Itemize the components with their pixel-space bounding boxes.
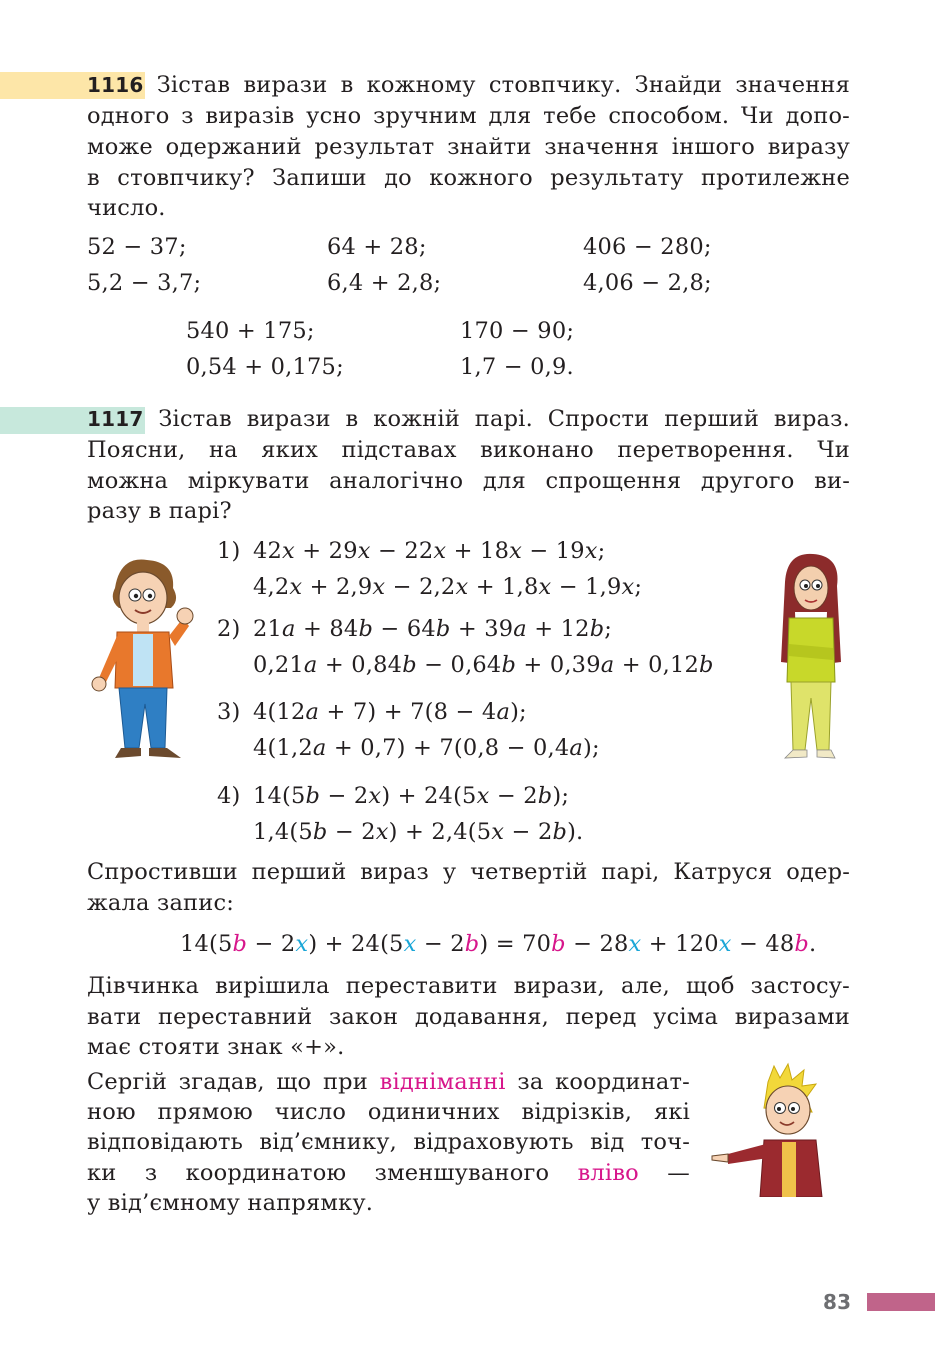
girl-line-1: Дівчинка вирішила переставити вирази, але, щоб застосу- xyxy=(87,973,850,999)
exercise-1117-number: 1117 xyxy=(87,407,144,431)
serhii-line-5: у від’ємному напрямку. xyxy=(87,1190,374,1216)
exercise-1117-line-2: Поясни, на яких підставах виконано перетворення. Чи xyxy=(87,437,850,463)
item-3-label: 3) xyxy=(217,699,241,725)
exercise-1116-line-1: 1116 Зістав вирази в кожному стовпчику. Знайди значення xyxy=(87,72,850,98)
expr-1116-r3-c1: 540 + 175; xyxy=(186,318,315,344)
item-2-expr-b: 0,21a + 0,84b − 0,64b + 0,39a + 0,12b xyxy=(253,652,714,678)
item-4-expr-a: 14(5b − 2x) + 24(5x − 2b); xyxy=(253,783,570,809)
item-1-expr-b: 4,2x + 2,9x − 2,2x + 1,8x − 1,9x; xyxy=(253,574,643,600)
page-number: 83 xyxy=(823,1290,852,1314)
serhii-line-4: ки з координатою зменшуваного вліво — xyxy=(87,1160,690,1186)
page-bar xyxy=(867,1293,935,1311)
exercise-1116-number: 1116 xyxy=(87,73,144,97)
item-2-expr-a: 21a + 84b − 64b + 39a + 12b; xyxy=(253,616,613,642)
item-4-label: 4) xyxy=(217,783,241,809)
expr-1116-r4-c2: 1,7 − 0,9. xyxy=(460,354,574,380)
expr-1116-r1-c2: 64 + 28; xyxy=(327,234,427,260)
expr-1116-r2-c3: 4,06 − 2,8; xyxy=(583,270,712,296)
katrusia-line-1: Спростивши перший вираз у четвертій парі, Катруся одер- xyxy=(87,859,850,885)
katrusia-formula: 14(5b − 2x) + 24(5x − 2b) = 70b − 28x + 120x − 48b. xyxy=(180,931,817,957)
exercise-1116-line-3: може одержаний результат знайти значення іншого виразу xyxy=(87,134,850,160)
item-2-label: 2) xyxy=(217,616,241,642)
exercise-1116-line-4: в стовпчику? Запиши до кожного результату протилежне xyxy=(87,165,850,191)
item-3-expr-b: 4(1,2a + 0,7) + 7(0,8 − 0,4a); xyxy=(253,735,600,761)
serhii-line-3: відповідають від’ємнику, відраховують від точ- xyxy=(87,1129,690,1155)
serhii-line-1: Сергій згадав, що при відніманні за координат- xyxy=(87,1069,690,1095)
expr-1116-r1-c3: 406 − 280; xyxy=(583,234,712,260)
pointing-boy-illustration xyxy=(708,1062,838,1197)
exercise-1116-line-2: одного з виразів усно зручним для тебе способом. Чи допо- xyxy=(87,103,850,129)
girl-line-2: вати переставний закон додавання, перед усіма виразами xyxy=(87,1004,850,1030)
item-4-expr-b: 1,4(5b − 2x) + 2,4(5x − 2b). xyxy=(253,819,584,845)
expr-1116-r2-c1: 5,2 − 3,7; xyxy=(87,270,202,296)
exercise-1117-line-1: 1117 Зістав вирази в кожній парі. Спрости перший вираз. xyxy=(87,406,850,432)
exercise-1116-line-5: число. xyxy=(87,195,166,221)
girl-line-3: має стояти знак «+». xyxy=(87,1034,345,1060)
boy-illustration xyxy=(85,548,195,768)
exercise-1117-line-4: разу в парі? xyxy=(87,498,232,524)
highlight-subtraction: відніманні xyxy=(379,1069,506,1095)
item-1-expr-a: 42x + 29x − 22x + 18x − 19x; xyxy=(253,538,606,564)
expr-1116-r1-c1: 52 − 37; xyxy=(87,234,187,260)
expr-1116-r2-c2: 6,4 + 2,8; xyxy=(327,270,442,296)
expr-1116-r4-c1: 0,54 + 0,175; xyxy=(186,354,344,380)
expr-1116-r3-c2: 170 − 90; xyxy=(460,318,575,344)
girl-illustration xyxy=(775,552,845,767)
highlight-left: вліво xyxy=(577,1160,639,1186)
item-1-label: 1) xyxy=(217,538,241,564)
exercise-1117-line-3: можна міркувати аналогічно для спрощення другого ви- xyxy=(87,468,850,494)
serhii-line-2: ною прямою число одиничних відрізків, які xyxy=(87,1099,690,1125)
katrusia-line-2: жала запис: xyxy=(87,890,235,916)
item-3-expr-a: 4(12a + 7) + 7(8 − 4a); xyxy=(253,699,527,725)
